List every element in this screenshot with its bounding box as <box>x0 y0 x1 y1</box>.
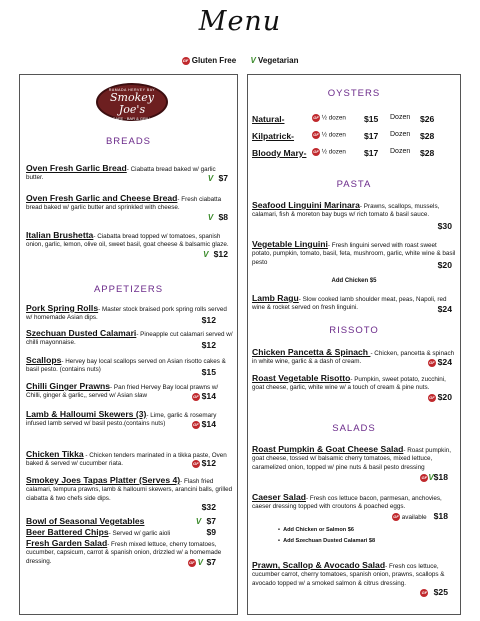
gluten-free-icon: GF <box>193 394 199 400</box>
vegetarian-icon: V <box>207 212 214 222</box>
menu-item: Vegetable Linguini- Fresh linguini served with roast sweet potato, pumpkin, tomato, basil, feta, mushroom, garlic, white wine & basil pesto $20 <box>252 239 456 270</box>
menu-item: Seafood Linguini Marinara- Prawns, scallops, mussels, calamari, fish & moreton bay bugs w/ rich tomato & basil sauce. $30 <box>252 200 452 231</box>
gluten-free-icon: GF <box>193 422 199 428</box>
oyster-row: Kilpatrick- <box>252 131 295 141</box>
legend-gluten-free: Gluten Free <box>191 56 237 65</box>
gluten-free-icon: GF <box>421 475 428 481</box>
menu-item: Caeser Salad- Fresh cos lettuce bacon, parmesan, anchovies, caeser dressing topped with croutons & poached eggs. GF available $18 <box>252 492 448 521</box>
menu-item: Beer Battered Chips- Served w/ garlic aioli $9 <box>26 527 216 537</box>
gluten-free-icon: GF <box>193 461 199 467</box>
menu-item: Oven Fresh Garlic and Cheese Bread- Fresh ciabatta bread baked w/ garlic butter and sprinkled with cheese. V $8 <box>26 193 228 222</box>
menu-item: Prawn, Scallop & Avocado Salad- Fresh cos lettuce, cucumber carrot, cherry tomatoes, spanish onion, prawns, scallops & avocado topped w/ a smoked salmon & citrus dressing. GF $25 <box>252 560 448 597</box>
menu-item: Oven Fresh Garlic Bread- Ciabatta bread baked w/ garlic butter. V $7 <box>26 163 228 183</box>
menu-item: Roast Vegetable Risotto- Pumpkin, sweet potato, zucchini, goat cheese, garlic, white wine w/ a touch of cream & pine nuts. GF $20 <box>252 373 452 402</box>
right-menu-column: OYSTERS Natural- GF ½ dozen $15 Dozen $26 Kilpatrick- GF ½ dozen $17 Dozen $28 Bloody Mary- GF ½ dozen $17 Dozen $28 PASTA Seafood Linguini Marinara- Prawns, scallops, mussels, calamari, fish & moreton bay bugs w/ rich tomato & basil sauce. $30 Vegetable Linguini- Fresh linguini served with roast sweet potato, pumpkin, tomato, basil, feta, mushroom, garlic, white wine & basil pesto $20 Add Chicken $5 Lamb Ragu- Slow cooked lamb shoulder meat, peas, Napoli, red wine & rocket served on fresh linguini. $24 RISSOTO Chicken Pancetta & Spinach - Chicken, pancetta & spinach in white wine, garlic & a dash of cream. GF $24 Roast Vegetable Risotto- Pumpkin, sweet potato, zucchini, goat cheese, garlic, white wine w/ a touch of cream & pine nuts. GF $20 SALADS Roast Pumpkin & Goat Cheese Salad- Roast pumpkin, goat cheese, tossed w/ balsamic cherry tomatoes, mixed lettuce, caramelized onion, topped w/ pine nuts & basil pesto dressing GFV$18 Caeser Salad- Fresh cos lettuce bacon, parmesan, anchovies, caeser dressing topped with croutons & poached eggs. GF available $18 • Add Chicken or Salmon $6 • Add Szechuan Dusted Calamari $8 Prawn, Scallop & Avocado Salad- Fresh cos lettuce, cucumber carrot, cherry tomatoes, spanish onion, prawns, scallops & avocado topped w/ a smoked salmon & citrus dressing. GF $25 <box>247 74 461 615</box>
gluten-free-icon: GF <box>421 590 428 596</box>
vegetarian-icon: V <box>195 517 202 526</box>
menu-item: Scallops- Hervey bay local scallops served on Asian risotto cakes & basil pesto. (contains nuts) $15 <box>26 355 226 377</box>
gluten-free-icon: GF <box>313 115 319 120</box>
restaurant-logo: RAMADA HERVEY BAY Smokey Joe's CAFE · BAR & GRILL <box>96 83 168 121</box>
section-heading-breads: BREADS <box>105 136 152 147</box>
menu-item: Pork Spring Rolls- Master stock braised pork spring rolls served w/ homemade Asian dips. $12 <box>26 303 227 325</box>
gluten-free-icon: GF <box>429 360 435 366</box>
addon-note: • Add Szechuan Dusted Calamari $8 <box>278 538 376 544</box>
oyster-row: Natural- <box>252 114 285 124</box>
menu-item: Chilli Ginger Prawns- Pan fried Hervey Bay local prawns w/ Chilli, ginger & garlic,, served w/ Asian slaw GF $14 <box>26 381 219 401</box>
page-title: Menu <box>198 6 282 37</box>
vegetarian-icon: V <box>207 174 214 183</box>
section-heading-risotto: RISSOTO <box>329 325 379 336</box>
section-heading-salads: SALADS <box>332 423 376 434</box>
addon-note: • Add Chicken or Salmon $6 <box>278 527 354 533</box>
gluten-free-icon: GF <box>182 57 189 63</box>
menu-item: Bowl of Seasonal Vegetables V $7 <box>26 516 216 526</box>
gluten-free-icon: GF <box>429 395 435 401</box>
menu-item: Fresh Garden Salad- Fresh mixed lettuce, cherry tomatoes, cucumber, capsicum, carrot & spanish onion, drizzled w/ a homemade dressing. GF V $7 <box>26 538 222 567</box>
vegetarian-icon: V <box>197 558 203 567</box>
menu-item: Roast Pumpkin & Goat Cheese Salad- Roast pumpkin, goat cheese, tossed w/ balsamic cherry tomatoes, mixed lettuce, caramelized onion, topped w/ pine nuts & basil pesto dressing GFV$18 <box>252 444 451 482</box>
gluten-free-icon: GF <box>313 149 319 154</box>
gluten-free-icon: GF <box>313 132 319 137</box>
dietary-legend <box>0 56 480 65</box>
gluten-free-icon: GF <box>393 514 399 520</box>
gluten-free-icon: GF <box>189 560 195 566</box>
menu-item: Lamb Ragu- Slow cooked lamb shoulder meat, peas, Napoli, red wine & rocket served on fresh linguini. $24 <box>252 293 452 314</box>
menu-item: Smokey Joes Tapas Platter (Serves 4)- Flash fried calamari, tempura prawns, lamb & halloumi skewers, arancini balls, grilled ciabatta & two chefs side dips. $32 <box>26 475 233 512</box>
menu-item: Chicken Pancetta & Spinach - Chicken, pancetta & spinach in white wine, garlic & a dash of cream. GF $24 <box>252 347 455 367</box>
vegetarian-icon: V <box>250 56 256 65</box>
menu-item: Lamb & Halloumi Skewers (3)- Lime, garlic & rosemary infused lamb served w/ basil pesto.(contains nuts) GF $14 <box>26 409 217 429</box>
vegetarian-icon: V <box>203 249 209 259</box>
section-heading-appetizers: APPETIZERS <box>93 284 164 295</box>
section-heading-oysters: OYSTERS <box>327 88 381 99</box>
left-menu-column <box>19 74 238 615</box>
menu-item: Italian Brushetta- Ciabatta bread topped w/ tomatoes, spanish onion, garlic, lemon, olive oil, sweet basil, goat cheese & balsamic glaze. V $12 <box>26 230 229 259</box>
menu-item: Chicken Tikka - Chicken tenders marinated in a tikka paste, Oven baked & served w/ cucumber riata. GF $12 <box>26 449 227 468</box>
menu-item: Szechuan Dusted Calamari- Pineapple cut calamari served w/ chilli mayonnaise. $12 <box>26 328 233 350</box>
legend-vegetarian: Vegetarian <box>258 56 299 65</box>
oyster-row: Bloody Mary- <box>252 148 307 158</box>
vegetarian-icon: V <box>428 473 434 482</box>
addon-note: Add Chicken $5 <box>331 278 377 284</box>
section-heading-pasta: PASTA <box>336 179 372 190</box>
